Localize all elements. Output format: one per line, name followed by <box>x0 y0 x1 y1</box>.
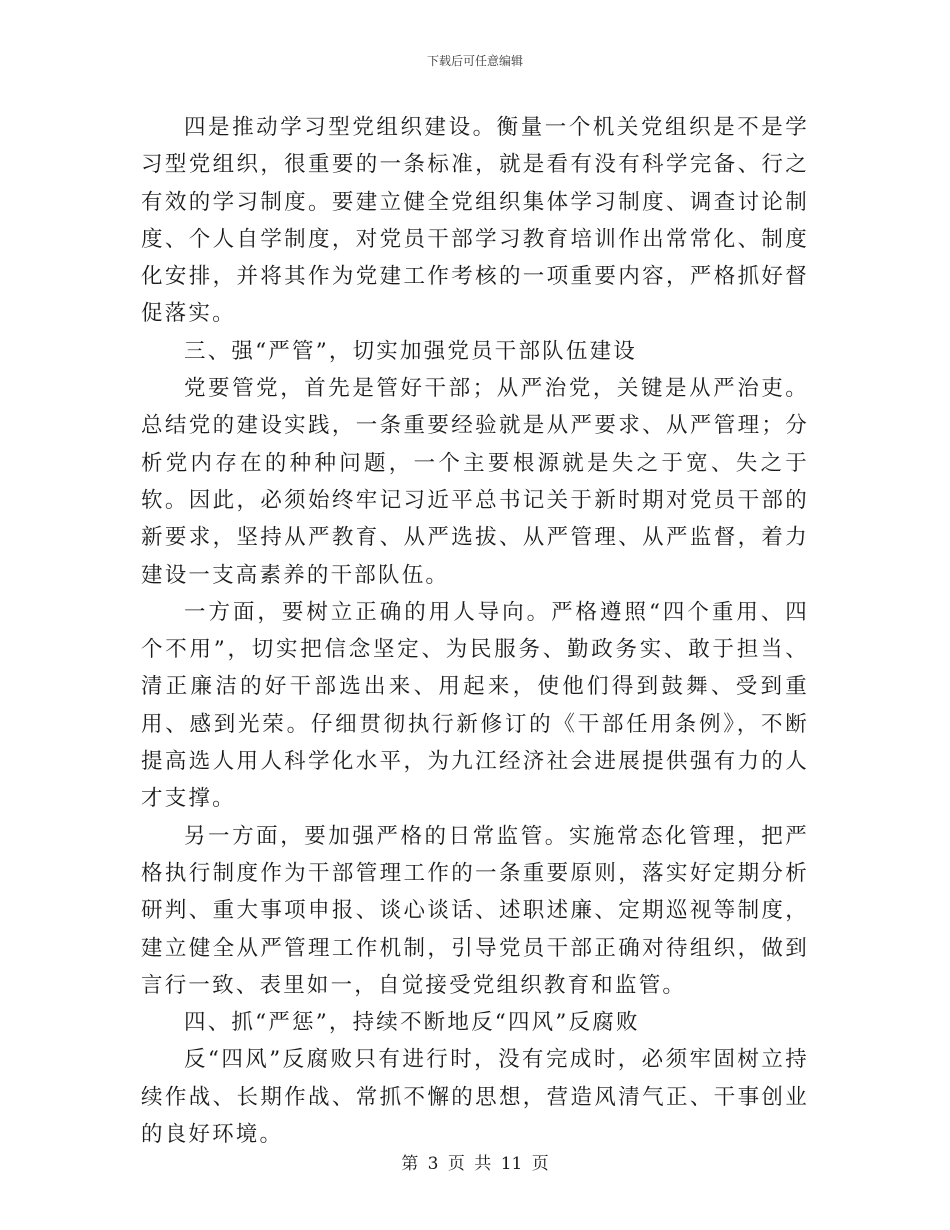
paragraph-party-governance: 党要管党，首先是管好干部；从严治党，关键是从严治吏。总结党的建设实践，一条重要经验就是从严要求、从严管理；分析党内存在的种种问题，一个主要根源就是失之于宽、失之于软。因此，必须始终牢记习近平总书记关于新时期对党员干部的新要求，坚持从严教育、从严选拔、从严管理、从严监督，着力建设一支高素养的干部队伍。 <box>141 376 809 588</box>
paragraph-employment-orientation: 一方面，要树立正确的用人导向。严格遵照“四个重用、四个不用”，切实把信念坚定、为民服务、勤政务实、敢于担当、清正廉洁的好干部选出来、用起来，使他们得到鼓舞、受到重用、感到光荣。仔细贯彻执行新修订的《干部任用条例》，不断提高选人用人科学化水平，为九江经济社会进展提供强有力的人才支撑。 <box>141 599 809 812</box>
paragraph-anti-corruption: 反“四风”反腐败只有进行时，没有完成时，必须牢固树立持续作战、长期作战、常抓不懈的思想，营造风清气正、干事创业的良好环境。 <box>141 1047 809 1148</box>
paragraph-daily-supervision: 另一方面，要加强严格的日常监管。实施常态化管理，把严格执行制度作为干部管理工作的一条重要原则，落实好定期分析研判、重大事项申报、谈心谈话、述职述廉、定期巡视等制度，建立健全从严管理工作机制，引导党员干部正确对待组织，做到言行一致、表里如一，自觉接受党组织教育和监管。 <box>141 823 809 998</box>
paragraph-learning-organization: 四是推动学习型党组织建设。衡量一个机关党组织是不是学习型党组织，很重要的一条标准，就是看有没有科学完备、行之有效的学习制度。要建立健全党组织集体学习制度、调查讨论制度、个人自学制度，对党员干部学习教育培训作出常常化、制度化安排，并将其作为党建工作考核的一项重要内容，严格抓好督促落实。 <box>141 115 809 327</box>
section-heading-strict-management: 三、强“严管”，切实加强党员干部队伍建设 <box>184 338 637 364</box>
page-header-note: 下载后可任意编辑 <box>426 54 523 68</box>
document-body <box>141 109 809 1153</box>
section-heading-strict-punishment: 四、抓“严惩”，持续不断地反“四风”反腐败 <box>184 1010 640 1036</box>
page-number: 第 3 页 共 11 页 <box>401 1154 549 1174</box>
